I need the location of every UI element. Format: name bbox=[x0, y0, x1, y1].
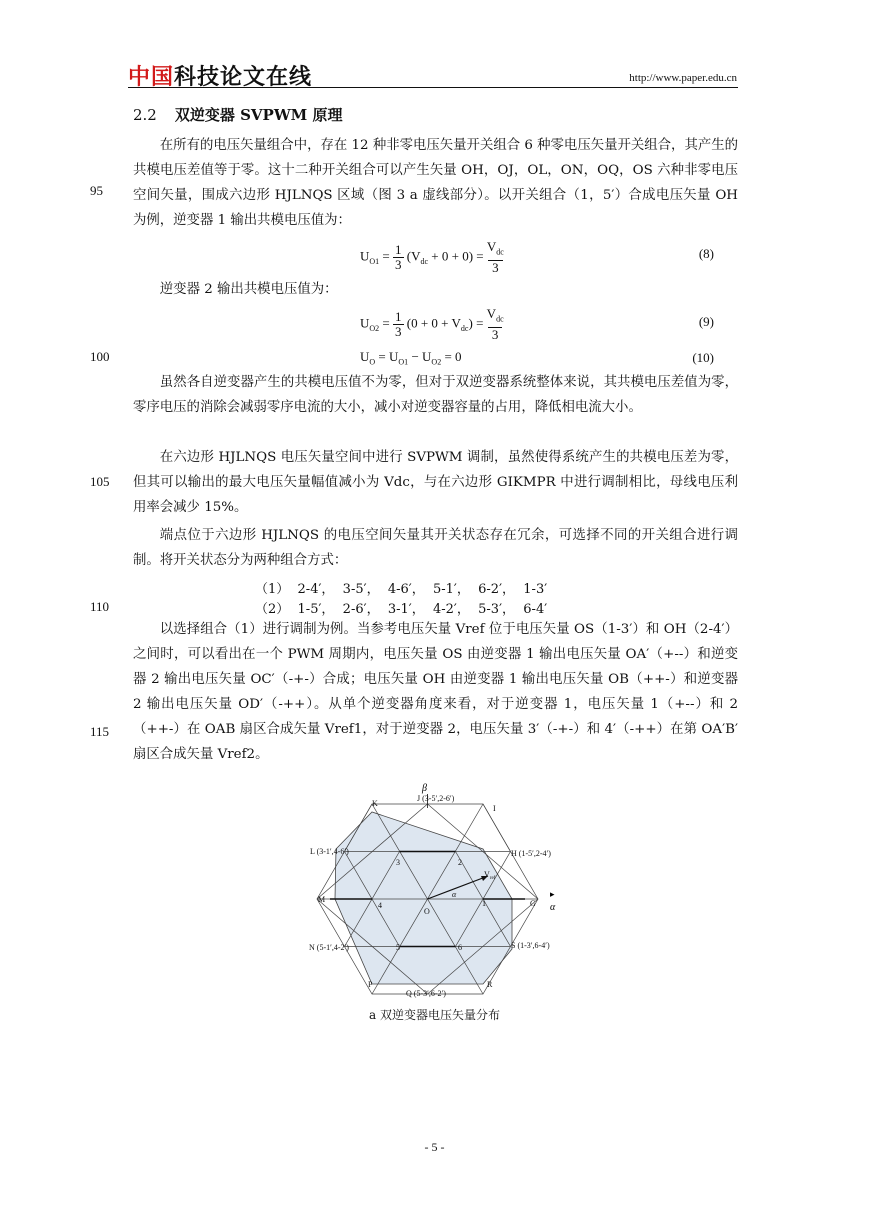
beta-label: β bbox=[422, 783, 427, 794]
outer-hexagon bbox=[335, 812, 512, 984]
paragraph-2: 逆变器 2 输出共模电压值为： bbox=[159, 282, 338, 297]
combination-2: （2） 1-5′， 2-6′， 3-1′， 4-2′， 5-3′， 6-4′ bbox=[255, 602, 548, 617]
paragraph-4: 在六边形 HJLNQS 电压矢量空间中进行 SVPWM 调制，虽然使得系统产生的共模电压差为零，但其可以输出的最大电压矢量幅值减小为 Vdc，与在六边形 GIKMPR 中进行调制相比，母线电压利用率会减少 15%。 bbox=[133, 450, 738, 515]
paragraph-1: 在所有的电压矢量组合中，存在 12 种非零电压矢量开关组合 6 种零电压矢量开关组合，其产生的共模电压差值等于零。这十二种开关组合可以产生矢量 OH，OJ，OL，ON，OQ，OS 六种非零电压空间矢量，围成六边形 HJLNQS 区域（图 3 a 虚线部分）。以开关组合（1，5′）合成电压矢量 OH 为例，逆变器 1 输出共模电压值为： bbox=[133, 138, 739, 228]
paragraph-6: 以选择组合（1）进行调制为例。当参考电压矢量 Vref 位于电压矢量 OS（1-3′）和 OH（2-4′）之间时，可以看出在一个 PWM 周期内，电压矢量 OS 由逆变器 1 输出电压矢量 OA′（+--）和逆变器 2 输出电压矢量 OC′（-+-）合成；电压矢量 OH 由逆变器 1 输出电压矢量 OB（++-）和逆变器 2 输出电压矢量 OD′（-++）。从单个逆变器角度来看，对于逆变器 1，电压矢量 1（+--）和 2（++-）在 OAB 扇区合成矢量 Vref1，对于逆变器 2，电压矢量 3′（-+-）和 4′（-++）在第 OA′B′ 扇区合成矢量 Vref2。 bbox=[133, 622, 738, 762]
alpha-label: α bbox=[550, 902, 556, 913]
equation-number: (9) bbox=[698, 314, 714, 329]
vertex-Q: Q (5-3′,6-2′) bbox=[406, 989, 446, 998]
vertex-L: L (3-1′,4-6′) bbox=[310, 847, 349, 856]
page-number: - 5 - bbox=[424, 1140, 445, 1154]
vertex-N: N (5-1′,4-2′) bbox=[309, 943, 349, 952]
sector-1: 1 bbox=[482, 899, 486, 908]
equation-number: (8) bbox=[698, 246, 714, 261]
header-url: http://www.paper.edu.cn bbox=[629, 72, 737, 84]
journal-logo: 中国科技论文在线 bbox=[128, 65, 313, 90]
line-number: 110 bbox=[90, 599, 110, 614]
vertex-K: K bbox=[372, 799, 378, 808]
angle-alpha: α bbox=[452, 890, 457, 899]
line-number: 95 bbox=[90, 183, 103, 198]
header-rule bbox=[128, 87, 738, 88]
vertex-G: G bbox=[530, 899, 536, 908]
vertex-M: M bbox=[318, 895, 326, 904]
line-number: 115 bbox=[90, 724, 110, 739]
paragraph-5: 端点位于六边形 HJLNQS 的电压空间矢量其开关状态存在冗余，可选择不同的开关组合进行调制。将开关状态分为两种组合方式： bbox=[133, 528, 738, 568]
section-heading: 2.2 双逆变器 SVPWM 原理 bbox=[133, 106, 343, 124]
paragraph-3: 虽然各自逆变器产生的共模电压值不为零，但对于双逆变器系统整体来说，其共模电压差值为零，零序电压的消除会减弱零序电流的大小，减小对逆变器容量的占用，降低相电流大小。 bbox=[133, 375, 738, 415]
vertex-S: S (1-3′,6-4′) bbox=[511, 941, 550, 950]
line-number: 100 bbox=[90, 349, 110, 364]
vref-label: $V_{ref}$ bbox=[484, 870, 496, 881]
equation-8: $U_{O1} = \frac{1}{3} (V_{dc} + 0 + 0) = V_{dc}$ 3 bbox=[360, 239, 504, 275]
vertex-P: P bbox=[368, 980, 373, 989]
equation-10: $U_O = U_{O1} - U_{O2} = 0$ bbox=[360, 349, 462, 367]
equation-number: (10) bbox=[692, 350, 714, 365]
origin-O: O bbox=[424, 907, 430, 916]
vertex-H: H (1-5′,2-4′) bbox=[511, 849, 551, 858]
sector-3: 3 bbox=[396, 858, 400, 867]
svg-text:▸: ▸ bbox=[550, 889, 555, 899]
sector-5: 5 bbox=[396, 943, 400, 952]
line-number: 105 bbox=[90, 474, 110, 489]
voltage-vector-diagram bbox=[300, 780, 570, 1005]
vertex-J: J (3-5′,2-6′) bbox=[417, 794, 455, 803]
sector-6: 6 bbox=[458, 943, 462, 952]
sector-2: 2 bbox=[458, 858, 462, 867]
vertex-I: I bbox=[493, 804, 496, 813]
combination-1: （1） 2-4′， 3-5′， 4-6′， 5-1′， 6-2′， 1-3′ bbox=[255, 582, 548, 597]
figure-caption: a 双逆变器电压矢量分布 bbox=[369, 1008, 500, 1022]
sector-4: 4 bbox=[378, 901, 382, 910]
vertex-R: R bbox=[487, 980, 493, 989]
equation-9: $U_{O2} = \frac{1}{3} (0 + 0 + V_{dc}) = V_{dc}$ 3 bbox=[360, 306, 504, 342]
